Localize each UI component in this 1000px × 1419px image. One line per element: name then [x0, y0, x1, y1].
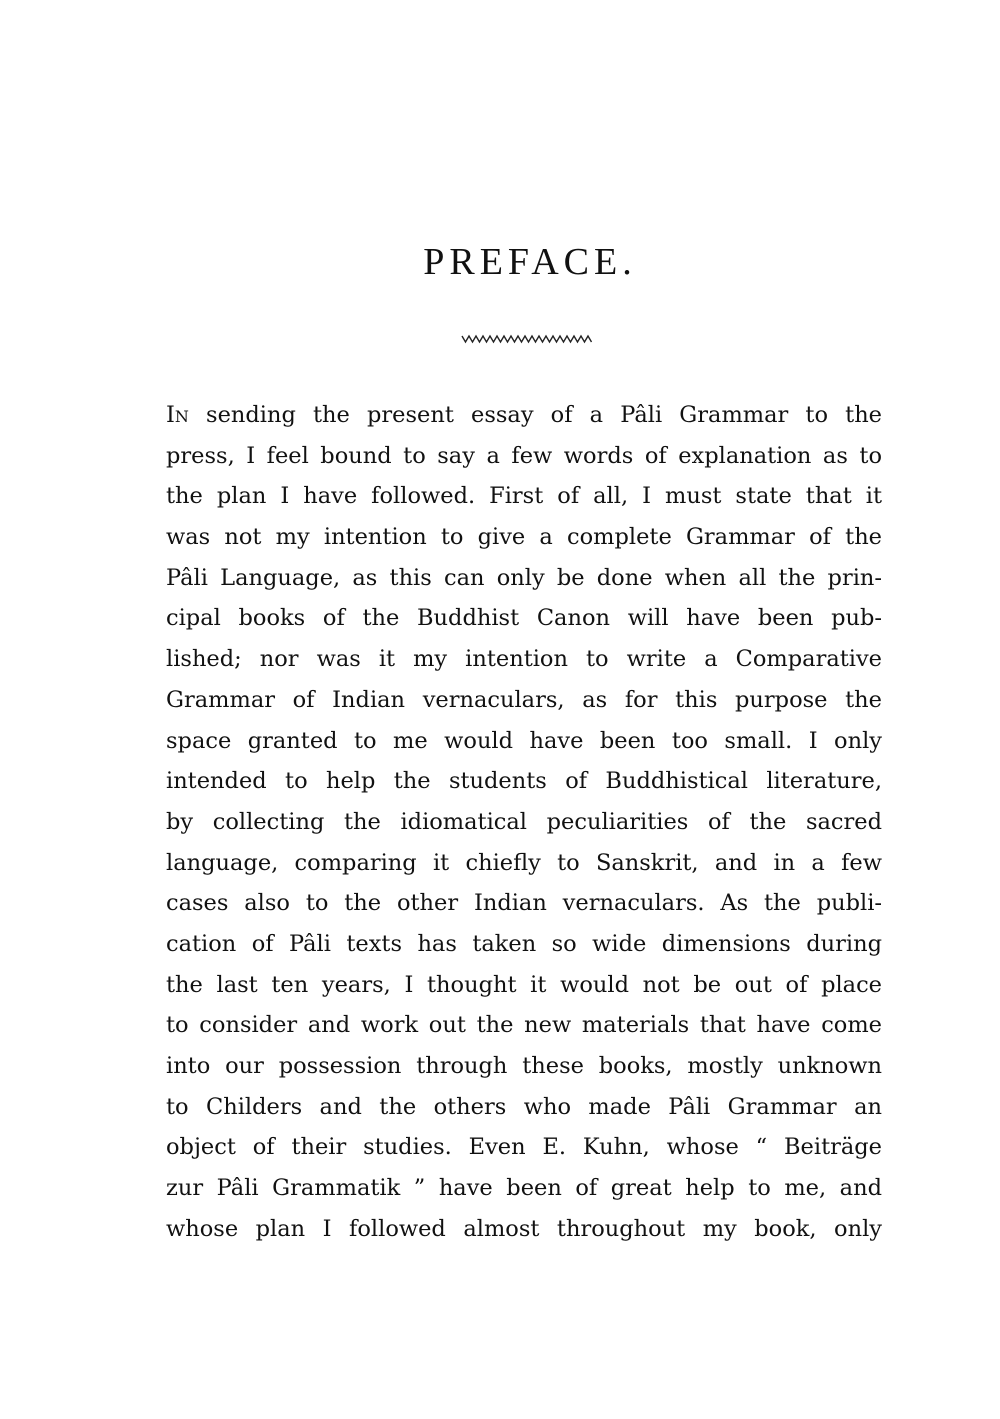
text-line: Pâli Language, as this can only be done when all the prin- [166, 564, 882, 591]
text-line: object of their studies. Even E. Kuhn, whose “ Beiträge [166, 1134, 882, 1161]
text-line: into our possession through these books, mostly unknown [166, 1053, 882, 1079]
text-line: to consider and work out the new materials that have come [166, 1012, 882, 1039]
wavy-rule-ornament [460, 330, 600, 346]
text-line: by collecting the idiomatical peculiarities of the sacred [166, 808, 882, 835]
text-line: cipal books of the Buddhist Canon will have been pub- [166, 605, 882, 632]
text-line: press, I feel bound to say a few words of explanation as to [166, 442, 882, 469]
text-line: space granted to me would have been too small. I only [166, 727, 882, 754]
text-line: the last ten years, I thought it would not be out of place [166, 971, 882, 998]
text-line: was not my intention to give a complete Grammar of the [166, 524, 882, 551]
page-title: PREFACE. [423, 241, 637, 283]
text-line: cation of Pâli texts has taken so wide dimensions during [166, 930, 882, 957]
text-line: to Childers and the others who made Pâli Grammar an [166, 1093, 882, 1120]
text-line: whose plan I followed almost throughout my book, only [166, 1215, 882, 1242]
preface-paragraph [166, 395, 882, 1249]
text-line: cases also to the other Indian vernaculars. As the publi- [166, 890, 882, 917]
text-line: language, comparing it chiefly to Sanskrit, and in a few [166, 849, 882, 876]
text-line: intended to help the students of Buddhistical literature, [166, 768, 882, 795]
text-line: Grammar of Indian vernaculars, as for this purpose the [166, 686, 882, 713]
text-line: the plan I have followed. First of all, I must state that it [166, 483, 882, 510]
text-line: lished; nor was it my intention to write a Comparative [166, 646, 882, 673]
text-line: In sending the present essay of a Pâli Grammar to the [166, 402, 882, 428]
text-line: zur Pâli Grammatik ” have been of great help to me, and [166, 1175, 882, 1202]
